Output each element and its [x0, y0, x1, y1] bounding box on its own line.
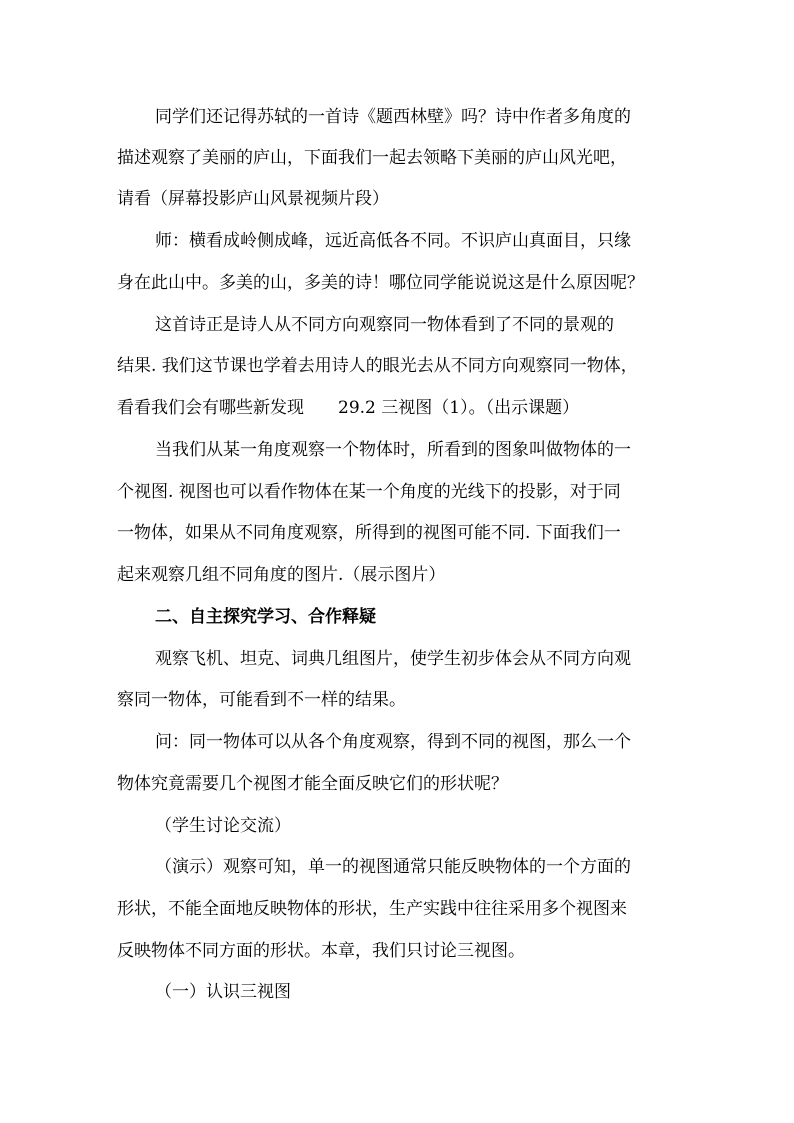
paragraph-line: 描述观察了美丽的庐山，下面我们一起去领略下美丽的庐山风光吧，: [117, 148, 627, 168]
paragraph-line: （学生讨论交流）: [155, 816, 291, 836]
paragraph-line: 反映物体不同方面的形状。本章，我们只讨论三视图。: [117, 941, 525, 961]
paragraph-line: 结果. 我们这节课也学着去用诗人的眼光去从不同方向观察同一物体，: [117, 356, 638, 376]
paragraph-line: （演示）观察可知，单一的视图通常只能反映物体的一个方面的: [155, 857, 631, 877]
paragraph-line: 身在此山中。多美的山，多美的诗！哪位同学能说说这是什么原因呢？: [117, 273, 644, 293]
section-heading: 二、自主探究学习、合作释疑: [155, 607, 376, 627]
paragraph-line: 看看我们会有哪些新发现 29.2 三视图（1）。（出示课题）: [117, 398, 580, 418]
paragraph-line: 观察飞机、坦克、词典几组图片，使学生初步体会从不同方向观: [155, 649, 631, 669]
paragraph-line: 起来观察几组不同角度的图片.（展示图片）: [117, 565, 446, 585]
paragraph-line: 师：横看成岭侧成峰，远近高低各不同。不识庐山真面目，只缘: [155, 231, 631, 251]
paragraph-line: 物体究竟需要几个视图才能全面反映它们的形状呢？: [117, 774, 508, 794]
paragraph-line: 同学们还记得苏轼的一首诗《题西林壁》吗？诗中作者多角度的: [155, 107, 631, 127]
subsection-heading: （一）认识三视图: [155, 982, 291, 1002]
paragraph-line: 一物体，如果从不同角度观察，所得到的视图可能不同. 下面我们一: [117, 523, 621, 543]
paragraph-line: 当我们从某一角度观察一个物体时，所看到的图象叫做物体的一: [155, 440, 631, 460]
paragraph-line: 这首诗正是诗人从不同方向观察同一物体看到了不同的景观的: [155, 315, 614, 335]
paragraph-line: 问：同一物体可以从各个角度观察，得到不同的视图，那么一个: [155, 732, 631, 752]
paragraph-line: 察同一物体，可能看到不一样的结果。: [117, 690, 406, 710]
paragraph-line: 形状，不能全面地反映物体的形状，生产实践中往往采用多个视图来: [117, 899, 627, 919]
paragraph-line: 请看（屏幕投影庐山风景视频片段）: [117, 189, 389, 209]
paragraph-line: 个视图. 视图也可以看作物体在某一个角度的光线下的投影，对于同: [117, 482, 621, 502]
